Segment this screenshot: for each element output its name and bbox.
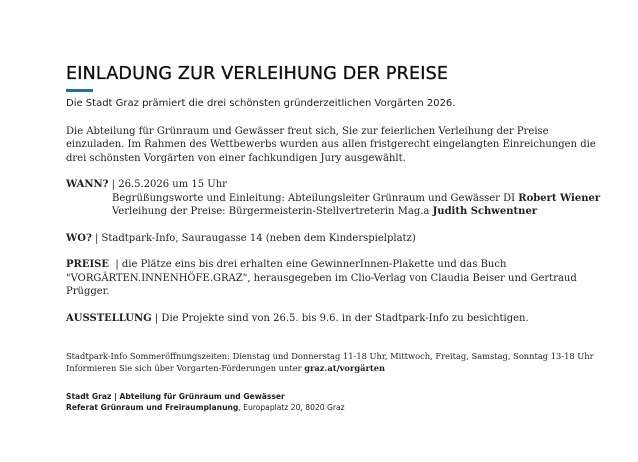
wo-separator: | [91, 232, 102, 244]
ausstellung-label: AUSSTELLUNG [66, 312, 152, 324]
preise-label: PREISE [66, 259, 109, 270]
wo-text: Stadtpark-Info, Sauraugasse 14 (neben dem Kinderspielplatz) [101, 232, 416, 244]
page-title: EINLADUNG ZUR VERLEIHUNG DER PREISE [66, 64, 449, 84]
funding-info-line [66, 363, 606, 375]
wann-award-line [66, 205, 606, 219]
wann-award-name: Judith Schwentner [432, 206, 538, 217]
wo-label: WO? [66, 232, 92, 244]
opening-hours-line: Stadtpark-Info Sommeröffnungszeiten: Dienstag und Donnerstag 11-18 Uhr, Mittwoch, Freitag, Samstag, Sonntag 13-18 Uhr [66, 351, 594, 361]
footer-address: , Europaplatz 20, 8020 Graz [238, 403, 345, 412]
preise-section [66, 258, 606, 299]
wann-line [66, 178, 606, 192]
wann-greeting-line [66, 192, 606, 206]
wann-greeting-name: Robert Wiener [518, 192, 601, 204]
footer [66, 391, 606, 413]
ausstellung-separator: | [151, 312, 162, 324]
subtitle: Die Stadt Graz prämiert die drei schönsten gründerzeitlichen Vorgärten 2026. [66, 97, 456, 109]
funding-info-text: Informieren Sie sich über Vorgarten-Förderungen unter [66, 362, 305, 373]
wann-label: WANN? [66, 179, 109, 190]
invitation-document [66, 64, 606, 413]
footer-address-line [66, 402, 606, 413]
wann-section [66, 178, 606, 219]
wann-greeting-text: Begrüßungsworte und Einleitung: Abteilungsleiter Grünraum und Gewässer DI [112, 192, 519, 204]
ausstellung-section [66, 312, 606, 326]
footer-department: Stadt Graz | Abteilung für Grünraum und Gewässer [66, 392, 285, 401]
funding-link[interactable]: graz.at/vorgärten [304, 362, 386, 373]
intro-paragraph: Die Abteilung für Grünraum und Gewässer freut sich, Sie zur feierlichen Verleihung der Preise einzuladen. Im Rahmen des Wettbewerbs wurden aus allen fristgerecht eingelangten Einreichungen die drei schönsten Vorgärten von einer fachkundigen Jury ausgewählt. [66, 125, 596, 164]
footer-unit: Referat Grünraum und Freiraumplanung [66, 403, 239, 412]
preise-separator: | [108, 259, 122, 270]
title-underline [66, 89, 93, 92]
wo-section [66, 232, 606, 246]
wann-award-text: Verleihung der Preise: Bürgermeisterin-Stellvertreterin Mag.a [112, 206, 433, 217]
opening-hours-info [66, 351, 606, 374]
ausstellung-text: Die Projekte sind von 26.5. bis 9.6. in der Stadtpark-Info zu besichtigen. [161, 312, 529, 324]
wann-datetime: 26.5.2026 um 15 Uhr [118, 179, 227, 190]
wann-separator: | [108, 179, 119, 190]
preise-text: die Plätze eins bis drei erhalten eine GewinnerInnen-Plakette und das Buch "VORGÄRTEN.INNENHÖFE.GRAZ", herausgegeben im Clio-Verlag von Claudia Beiser und Gertraud Prügger. [66, 259, 577, 297]
